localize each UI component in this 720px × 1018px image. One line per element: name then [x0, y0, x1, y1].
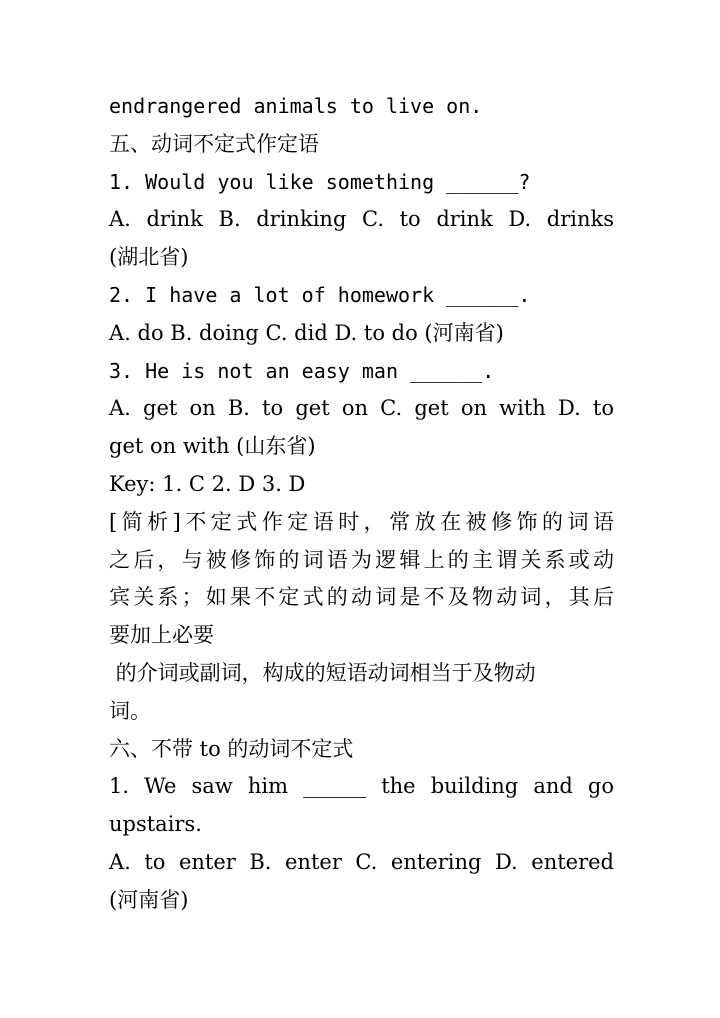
question-line: 2. I have a lot of homework ______. [109, 282, 531, 307]
text-line: endrangered animals to live on. [109, 94, 483, 118]
document-page [109, 88, 614, 920]
options-line: get on with (山东省) [109, 434, 316, 459]
analysis-line: 词。 [109, 698, 151, 723]
question-line: 3. He is not an easy man ______. [109, 358, 495, 383]
source-line: (湖北省) [109, 245, 189, 270]
analysis-line: 要加上必要 [109, 623, 214, 648]
section-heading: 五、动词不定式作定语 [109, 131, 319, 156]
analysis-line: 宾关系；如果不定式的动词是不及物动词，其后 [109, 585, 614, 610]
question-line: 1. Would you like something ______? [109, 169, 531, 194]
question-line: upstairs. [109, 812, 202, 837]
options-line: A. do B. doing C. did D. to do (河南省) [109, 320, 504, 345]
analysis-line: [简析]不定式作定语时，常放在被修饰的词语 [109, 509, 614, 534]
options-line: A. get on B. to get on C. get on with D. to [109, 396, 614, 421]
question-line: 1. We saw him ______ the building and go [109, 774, 614, 799]
analysis-line: 的介词或副词，构成的短语动词相当于及物动 [109, 660, 536, 685]
analysis-line: 之后，与被修饰的词语为逻辑上的主谓关系或动 [109, 547, 614, 572]
section-heading: 六、不带 to 的动词不定式 [109, 736, 354, 761]
answer-key: Key: 1. C 2. D 3. D [109, 471, 306, 496]
options-line: A. to enter B. enter C. entering D. entered [109, 849, 614, 874]
options-line: A. drink B. drinking C. to drink D. drinks [109, 207, 614, 232]
source-line: (河南省) [109, 887, 189, 912]
